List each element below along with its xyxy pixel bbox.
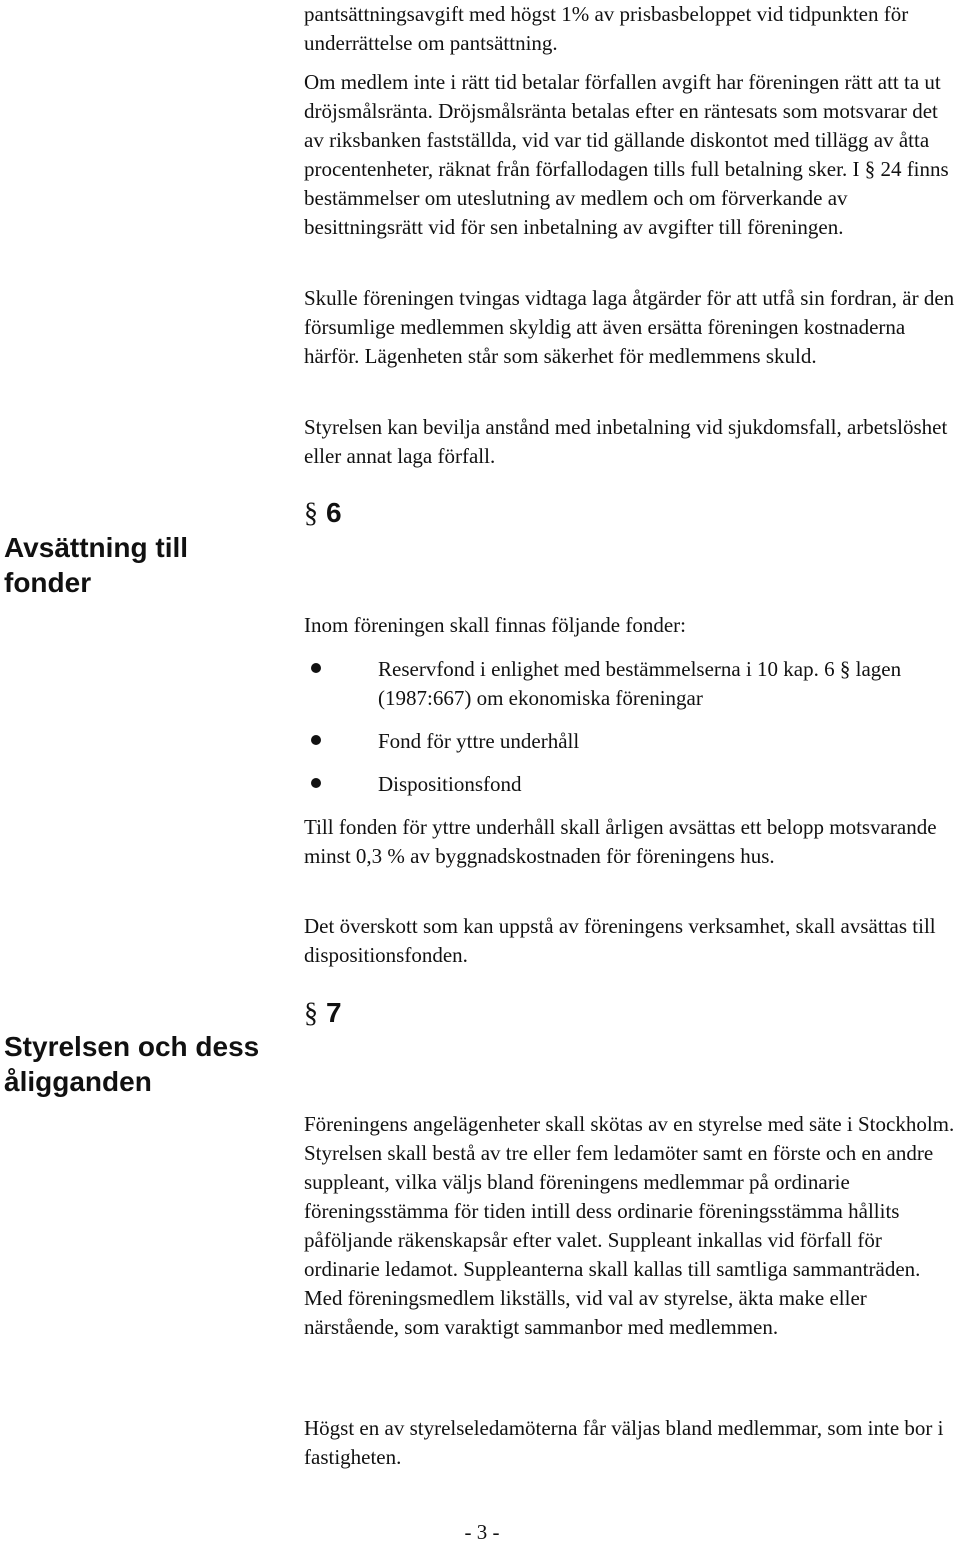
paragraph-sign: § bbox=[304, 498, 318, 529]
bullet-icon bbox=[311, 778, 321, 788]
paragraph-styrelse: Föreningens angelägenheter skall skötas av en styrelse med säte i Stockholm. Styrelsen skall bestå av tre eller fem ledamöter samt en förste och en andre suppleant, vilka väljs bland föreningens medlemmar på ordinarie föreningsstämma för tiden intill dess ordinarie föreningsstämma hållits påföljande räkenskapsår efter valet. Suppleant inkallas vid förfall för ordinarie ledamot. Suppleanterna skall kallas till samtliga sammanträden. Med föreningsmedlem likställs, vid val av styrelse, äkta make eller närstående, som varaktigt sammanbor med medlemmen. bbox=[304, 1112, 955, 1339]
list-item-dispositionsfond: Dispositionsfond bbox=[378, 772, 522, 796]
list-item-yttre-underhall: Fond för yttre underhåll bbox=[378, 729, 580, 753]
paragraph-hogst-en: Högst en av styrelseledamöterna får väljas bland medlemmar, som inte bor i fastigheten. bbox=[304, 1416, 944, 1469]
section-number: 7 bbox=[326, 997, 342, 1028]
section-number: 6 bbox=[326, 497, 342, 528]
paragraph-sign: § bbox=[304, 998, 318, 1029]
list-item-reservfond: Reservfond i enlighet med bestämmelserna i 10 kap. 6 § lagen (1987:667) om ekonomiska föreningar bbox=[378, 657, 902, 710]
page-number: - 3 - bbox=[464, 1520, 500, 1544]
section-heading-6 bbox=[304, 497, 342, 530]
section-heading-7 bbox=[304, 997, 342, 1030]
side-heading-avsattning: Avsättning till fonder bbox=[4, 532, 189, 598]
paragraph-laga-atgarder: Skulle föreningen tvingas vidtaga laga åtgärder för att utfå sin fordran, är den försumlige medlemmen skyldig att även ersätta föreningen kostnaderna härför. Lägenheten står som säkerhet för medlemmens skuld. bbox=[304, 286, 955, 368]
paragraph-yttre-underhall: Till fonden för yttre underhåll skall årligen avsättas ett belopp motsvarande minst 0,3 % av byggnadskostnaden för föreningens hus. bbox=[304, 815, 937, 868]
paragraph-overskott: Det överskott som kan uppstå av föreningens verksamhet, skall avsättas till dispositionsfonden. bbox=[304, 914, 936, 967]
bullet-icon bbox=[311, 663, 321, 673]
side-heading-styrelsen: Styrelsen och dess åligganden bbox=[4, 1031, 260, 1097]
paragraph-drojsmalsranta: Om medlem inte i rätt tid betalar förfallen avgift har föreningen rätt att ta ut dröjsmålsränta. Dröjsmålsränta betalas efter en räntesats som motsvarar det av riksbanken fastställda, vid var tid gällande diskontot med tillägg av åtta procentenheter, räknat från förfallodagen tills full betalning sker. I § 24 finns bestämmelser om uteslutning av medlem och om förverkande av besittningsrätt vid för sen inbetalning av avgifter till föreningen. bbox=[304, 70, 949, 239]
bullet-icon bbox=[311, 735, 321, 745]
paragraph-anstand: Styrelsen kan bevilja anstånd med inbetalning vid sjukdomsfall, arbetslöshet eller annat laga förfall. bbox=[304, 415, 948, 468]
paragraph-fonder-intro: Inom föreningen skall finnas följande fonder: bbox=[304, 613, 686, 637]
paragraph-pantsattning: pantsättningsavgift med högst 1% av prisbasbeloppet vid tidpunkten för underrättelse om pantsättning. bbox=[304, 2, 909, 55]
